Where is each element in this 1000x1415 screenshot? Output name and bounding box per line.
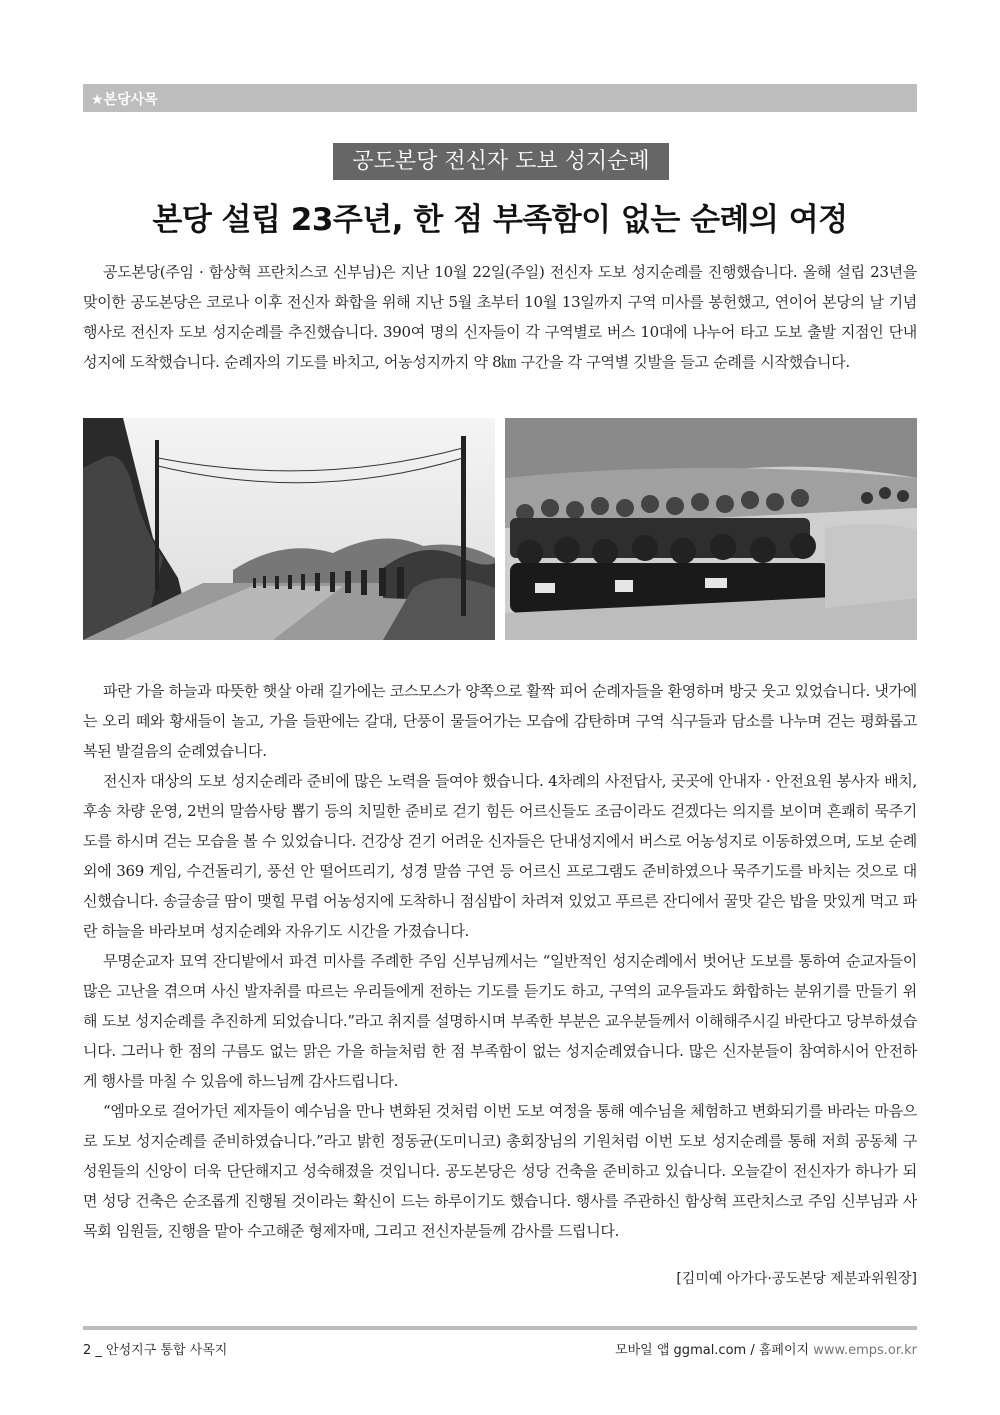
author-credit: [김미예 아가다·공도본당 제분과위원장] <box>676 1271 917 1287</box>
paragraph-preparation: 전신자 대상의 도보 성지순례라 준비에 많은 노력을 들여야 했습니다. 4차례의 사전답사, 곳곳에 안내자 · 안전요원 봉사자 배치, 후송 차량 운영, 2번의 말씀사탕 뽑기 등의 치밀한 준비로 걷기 힘든 어르신들도 조금이라도 걷겠다는 의지를 보이며 흔쾌히 묵주기도를 하시며 걷는 모습을 볼 수 있었습니다. 건강상 걷기 어려운 신자들은 단내성지에서 버스로 어농성지로 이동하였으며, 도보 순례 외에 369 게임, 수건돌리기, 풍선 안 떨어뜨리기, 성경 말씀 구연 등 어르신 프로그램도 준비하였으나 묵주기도를 바치는 것으로 대신했습니다. 송글송글 땀이 맺힐 무렵 어농성지에 도착하니 점심밥이 차려져 있었고 푸르른 잔디에서 꿀맛 같은 밥을 맛있게 먹고 파란 하늘을 바라보며 성지순례와 자유기도 시간을 가졌습니다. <box>83 772 917 940</box>
paragraph-scenery: 파란 가을 하늘과 따뜻한 햇살 아래 길가에는 코스모스가 양쪽으로 활짝 피어 순례자들을 환영하며 방긋 웃고 있었습니다. 냇가에는 오리 떼와 황새들이 놀고, 가을 들판에는 갈대, 단풍이 물들어가는 모습에 감탄하며 구역 식구들과 담소를 나누며 걷는 평화롭고 복된 발걸음의 순례였습니다. <box>83 682 917 760</box>
footer-links <box>615 1339 917 1358</box>
footer-divider <box>83 1326 917 1330</box>
photo-pilgrims-seated <box>505 418 917 640</box>
paragraph-closing: “엠마오로 걸어가던 제자들이 예수님을 만나 변화된 것처럼 이번 도보 여정을 통해 예수님을 체험하고 변화되기를 바라는 마음으로 도보 성지순례를 준비하였습니다.”라고 밝힌 정동균(도미니코) 총회장님의 기원처럼 이번 도보 성지순례를 통해 저희 공동체 구성원들의 신앙이 더욱 단단해지고 성숙해졌을 것입니다. 공도본당은 성당 건축을 준비하고 있습니다. 오늘같이 전신자가 하나가 되면 성당 건축은 순조롭게 진행될 것이라는 확신이 드는 하루이기도 했습니다. 행사를 주관하신 함상혁 프란치스코 주임 신부님과 사목회 임원들, 진행을 맡아 수고해준 형제자매, 그리고 전신자분들께 감사를 드립니다. <box>83 1102 917 1240</box>
article-subtitle: 공도본당 전신자 도보 성지순례 <box>333 143 669 180</box>
footer-app-label: 모바일 앱 ggmal.com / 홈페이지 <box>615 1343 810 1358</box>
section-label: ★본당사목 <box>91 92 158 108</box>
paragraph-mass: 무명순교자 묘역 잔디밭에서 파견 미사를 주례한 주임 신부님께서는 “일반적인 성지순례에서 벗어난 도보를 통하여 순교자들이 많은 고난을 겪으며 사신 발자취를 따르는 우리들에게 전하는 기도를 듣기도 하고, 구역의 교우들과도 화합하는 분위기를 만들기 위해 도보 성지순례를 추진하게 되었습니다.”라고 취지를 설명하시며 부족한 부분은 교우분들께서 이해해주시길 바란다고 당부하셨습니다. 그러나 한 점의 구름도 없는 맑은 가을 하늘처럼 한 점 부족함이 없는 성지순례였습니다. 많은 신자분들이 참여하시어 안전하게 행사를 마칠 수 있음에 하느님께 감사드립니다. <box>83 952 917 1090</box>
paragraph-intro: 공도본당(주임 · 함상혁 프란치스코 신부님)은 지난 10월 22일(주일) 전신자 도보 성지순례를 진행했습니다. 올해 설립 23년을 맞이한 공도본당은 코로나 이후 전신자 화합을 위해 지난 5월 초부터 10월 13일까지 구역 미사를 봉헌했고, 연이어 본당의 날 기념행사로 전신자 도보 성지순례를 추진했습니다. 390여 명의 신자들이 각 구역별로 버스 10대에 나누어 타고 도보 출발 지점인 단내성지에 도착했습니다. 순례자의 기도를 바치고, 어농성지까지 약 8㎞ 구간을 각 구역별 깃발을 들고 순례를 시작했습니다. <box>83 263 917 371</box>
footer-page-label: 2 _ 안성지구 통합 사목지 <box>83 1343 228 1358</box>
section-header-bar <box>83 84 917 112</box>
footer-homepage-url[interactable]: www.emps.or.kr <box>813 1343 917 1358</box>
photo-walking-road <box>83 418 495 640</box>
article-title: 본당 설립 23주년, 한 점 부족함이 없는 순례의 여정 <box>152 202 848 238</box>
